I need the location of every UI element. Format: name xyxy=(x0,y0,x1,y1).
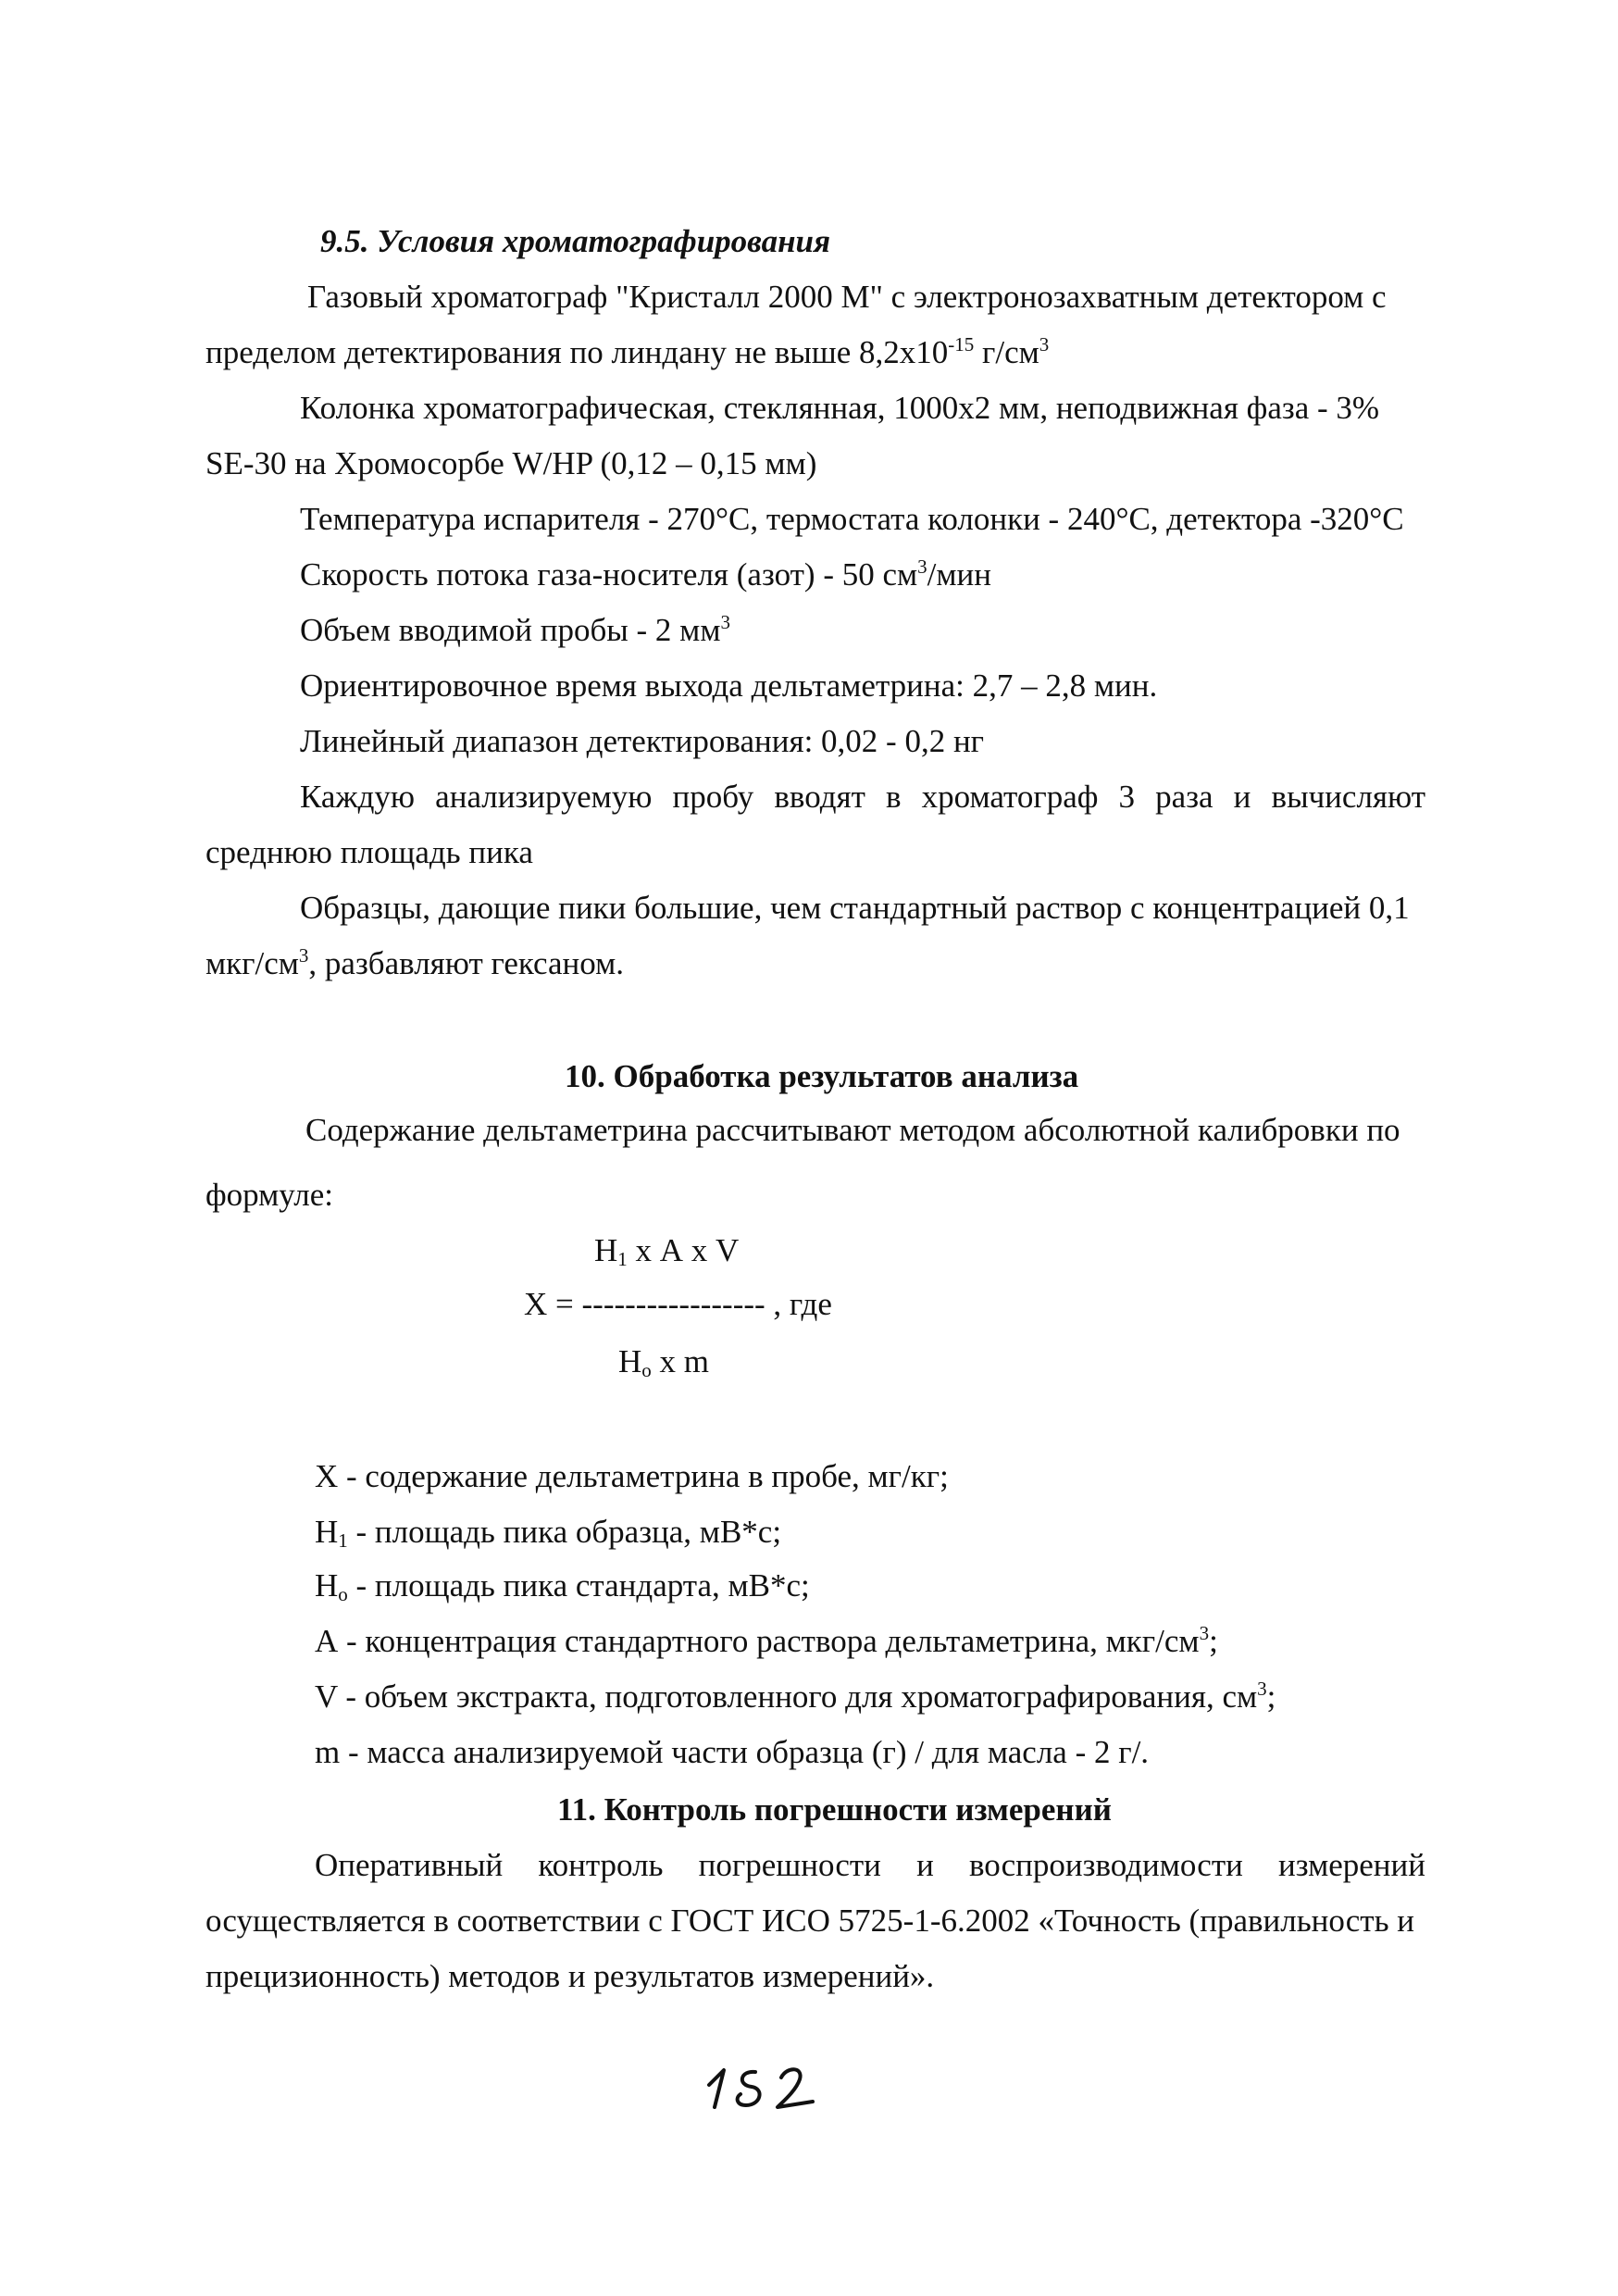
column-line-1: Колонка хроматографическая, стеклянная, 1000х2 мм, неподвижная фаза - 3% xyxy=(300,390,1380,426)
formula-main-line: X = ----------------- , где xyxy=(524,1286,832,1322)
retention-time-line: Ориентировочное время выхода дельтаметрина: 2,7 – 2,8 мин. xyxy=(300,668,1158,704)
injection-repeat-line-1: Каждую анализируемую пробу вводят в хроматограф 3 раза и вычисляют xyxy=(300,779,1425,815)
section-11-heading: 11. Контроль погрешности измерений xyxy=(557,1791,1112,1828)
chromatograph-line-1: Газовый хроматограф "Кристалл 2000 М" с электронозахватным детектором с xyxy=(307,279,1387,315)
column-line-2: SE-30 на Хромосорбе W/HP (0,12 – 0,15 мм) xyxy=(205,445,817,481)
section-10-heading: 10. Обработка результатов анализа xyxy=(565,1058,1079,1094)
definition-h1: $H_1$ - площадь пика образца, мВ*с; xyxy=(315,1514,782,1553)
temperature-line: Температура испарителя - 270°С, термостата колонки - 240°С, детектора -320°С xyxy=(300,501,1404,537)
linear-range-line: Линейный диапазон детектирования: 0,02 - 0,2 нг xyxy=(300,723,985,759)
control-line-1: Оперативный контроль погрешности и воспроизводимости измерений xyxy=(315,1847,1425,1883)
flow-rate-line: Скорость потока газа-носителя (азот) - 50 $см^3$/мин xyxy=(300,555,991,593)
control-line-2: осуществляется в соответствии с ГОСТ ИСО 5725-1-6.2002 «Точность (правильность и xyxy=(205,1903,1415,1939)
dilution-line-2: мкг/$см^3$, разбавляют гексаном. xyxy=(205,944,625,981)
chromatograph-line-2: пределом детектирования по линдану не выше $8,2х10^{-15}$ $г/см^3$ xyxy=(205,333,1050,370)
section-9-5-heading: 9.5. Условия хроматографирования xyxy=(320,223,831,259)
definition-h0: $H_o$ - площадь пика стандарта, мВ*с; xyxy=(315,1567,810,1606)
definition-v: V - объем экстракта, подготовленного для хроматографирования, $см^3$; xyxy=(315,1678,1276,1715)
formula-numerator: $H_1$ х А х V xyxy=(594,1232,740,1271)
formula-denominator: $H_o$ х m xyxy=(618,1343,710,1382)
injection-volume-line: Объем вводимой пробы - 2 $мм^3$ xyxy=(300,611,730,648)
control-line-3: прецизионность) методов и результатов измерений». xyxy=(205,1958,935,1994)
definition-a: А - концентрация стандартного раствора дельтаметрина, мкг/$см^3$; xyxy=(315,1622,1218,1659)
handwritten-page-number xyxy=(703,2053,833,2113)
definition-x: X - содержание дельтаметрина в пробе, мг/кг; xyxy=(315,1458,949,1494)
page-number-signature-icon xyxy=(703,2053,833,2113)
injection-repeat-line-2: среднюю площадь пика xyxy=(205,834,533,870)
calculation-intro-line-1: Содержание дельтаметрина рассчитывают методом абсолютной калибровки по xyxy=(305,1112,1400,1148)
dilution-line-1: Образцы, дающие пики большие, чем стандартный раствор с концентрацией 0,1 xyxy=(300,890,1410,926)
definition-m: m - масса анализируемой части образца (г) / для масла - 2 г/. xyxy=(315,1734,1150,1770)
calculation-intro-line-2: формуле: xyxy=(205,1177,333,1213)
